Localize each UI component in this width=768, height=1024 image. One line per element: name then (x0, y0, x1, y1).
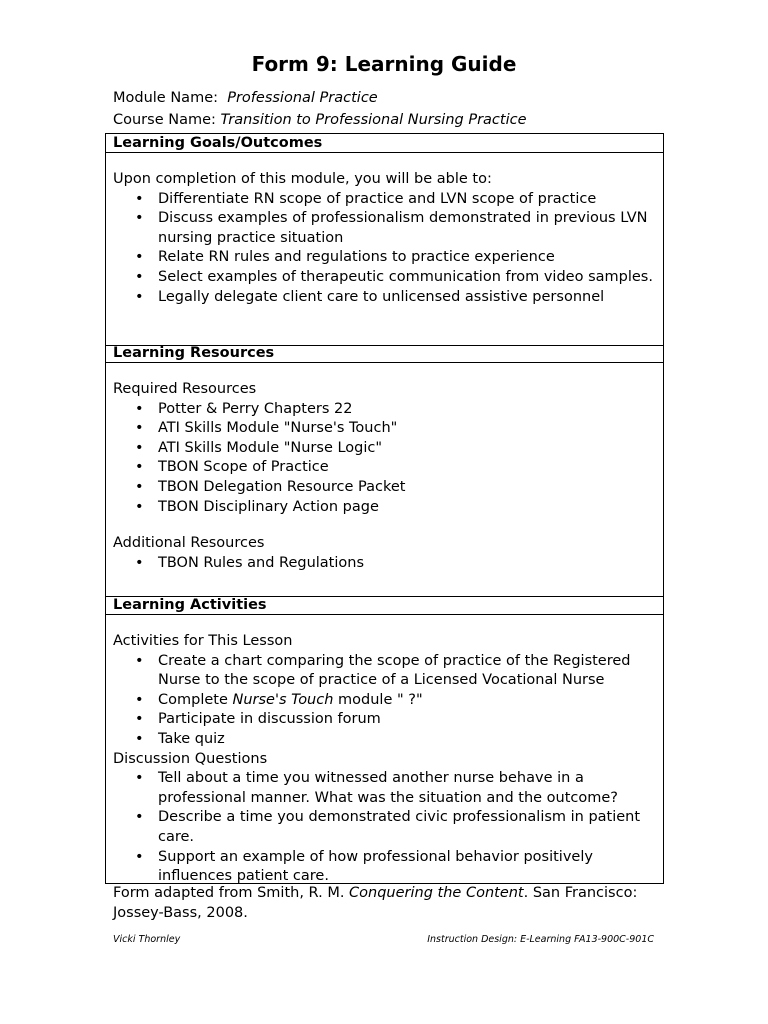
activities-body (106, 615, 663, 887)
module-name-line (113, 88, 378, 108)
list-item: • Describe a time you demonstrated civic professionalism in patient care. (113, 808, 663, 847)
author-name: Vicki Thornley (113, 934, 181, 945)
additional-label: Additional Resources (113, 535, 265, 552)
item-emphasis: Nurse's Touch (232, 691, 334, 708)
resources-section (105, 344, 664, 597)
lesson-label: Activities for This Lesson (113, 633, 293, 649)
discussion-label: Discussion Questions (113, 750, 268, 767)
additional-list (113, 554, 663, 574)
source-title: Conquering the Content (349, 885, 524, 901)
list-item: • ATI Skills Module "Nurse's Touch" (113, 419, 663, 439)
list-item: • Differentiate RN scope of practice and LVN scope of practice (113, 190, 663, 210)
item-text: Complete (158, 691, 233, 708)
list-item: • Take quiz (113, 730, 663, 750)
course-code: Instruction Design: E-Learning FA13-900C-901C (427, 934, 654, 945)
item-text: module " ?" (333, 691, 423, 708)
course-name-line (113, 110, 527, 130)
activities-heading: Learning Activities (106, 596, 663, 615)
source-text: . San Francisco: Jossey-Bass, 2008. (113, 885, 638, 921)
list-item: • Legally delegate client care to unlicensed assistive personnel (113, 288, 663, 308)
goals-list (113, 190, 663, 308)
source-text: Form adapted from Smith, R. M. (113, 885, 350, 901)
activities-section (105, 596, 664, 884)
list-item: • Relate RN rules and regulations to practice experience (113, 248, 663, 268)
required-list (113, 400, 663, 518)
course-name-value: Transition to Professional Nursing Practice (220, 112, 527, 128)
required-label: Required Resources (113, 381, 257, 397)
list-item: • Participate in discussion forum (113, 710, 663, 730)
discussion-list (113, 769, 663, 887)
page-title: Form 9: Learning Guide (251, 52, 517, 76)
activities-list (113, 652, 663, 750)
goals-heading: Learning Goals/Outcomes (106, 134, 663, 153)
resources-heading: Learning Resources (106, 344, 663, 363)
list-item: • Tell about a time you witnessed another nurse behave in a professional manner. What was the situation and the outcome? (113, 769, 663, 808)
list-item: • Create a chart comparing the scope of practice of the Registered Nurse to the scope of practice of a Licensed Vocational Nurse (113, 652, 663, 691)
list-item: • TBON Rules and Regulations (113, 554, 663, 574)
list-item: • TBON Delegation Resource Packet (113, 478, 663, 498)
course-name-label: Course Name: (113, 112, 216, 128)
list-item: • Support an example of how professional behavior positively influences patient care. (113, 848, 663, 887)
list-item: • Potter & Perry Chapters 22 (113, 400, 663, 420)
goals-section (105, 133, 664, 346)
list-item: • ATI Skills Module "Nurse Logic" (113, 439, 663, 459)
list-item: • TBON Disciplinary Action page (113, 498, 663, 518)
module-name-value: Professional Practice (227, 90, 378, 106)
module-name-label: Module Name: (113, 90, 218, 106)
list-item: • Discuss examples of professionalism demonstrated in previous LVN nursing practice situation (113, 209, 663, 248)
goals-intro: Upon completion of this module, you will be able to: (113, 171, 492, 187)
source-note (113, 883, 653, 923)
list-item: • Select examples of therapeutic communication from video samples. (113, 268, 663, 288)
list-item: • TBON Scope of Practice (113, 458, 663, 478)
list-item (113, 691, 663, 711)
goals-body (106, 153, 663, 307)
resources-body (106, 363, 663, 573)
